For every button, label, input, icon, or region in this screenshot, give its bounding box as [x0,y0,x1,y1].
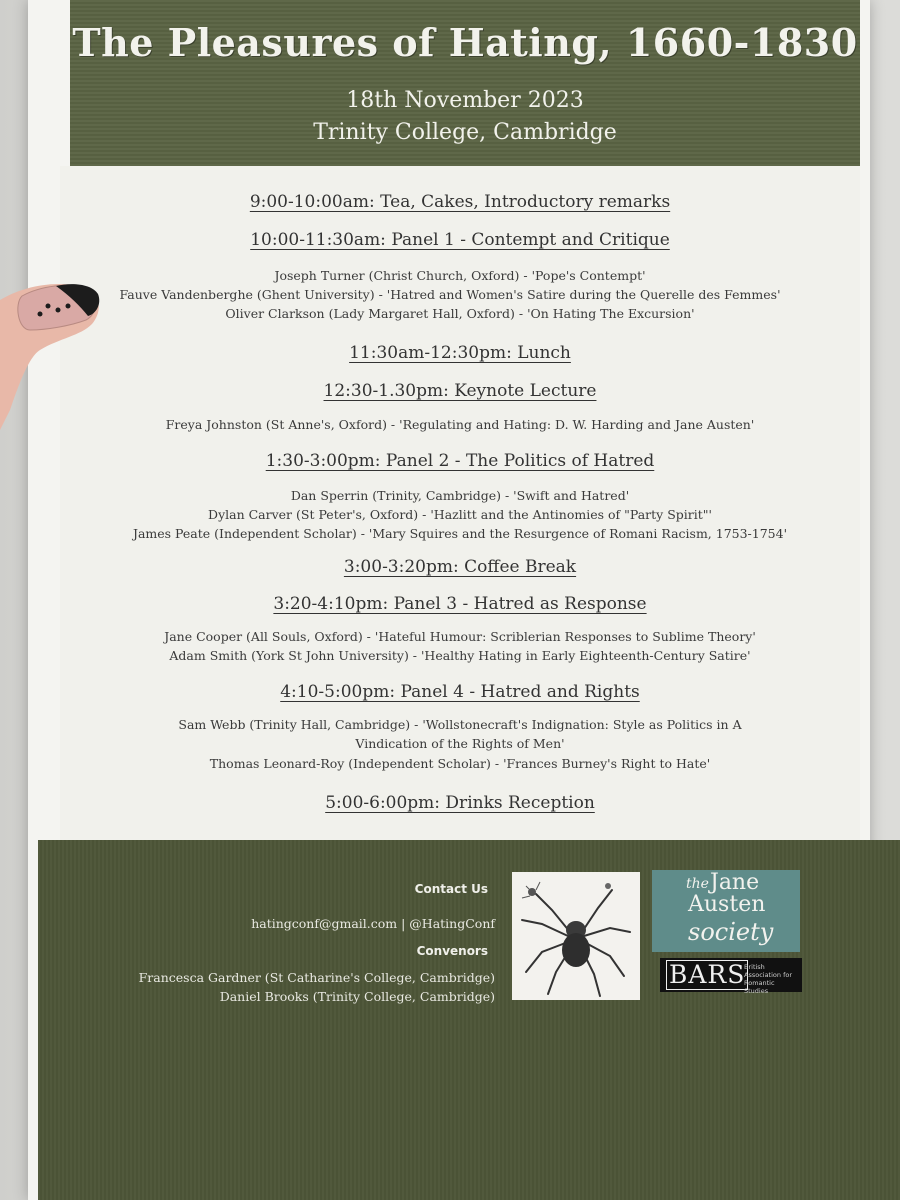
logo-subtext: British Association for Romantic Studies [744,963,793,995]
talk-entry: Dan Sperrin (Trinity, Cambridge) - 'Swift and Hatred' [290,488,630,503]
spider-illustration [512,872,640,1000]
slot-heading: 9:00-10:00am: Tea, Cakes, Introductory remarks [249,192,671,212]
talk-entry: James Peate (Independent Scholar) - 'Mary Squires and the Resurgence of Romani Racism, 1753-1754' [132,526,788,541]
footer-banner [38,840,900,1200]
slot-heading: 4:10-5:00pm: Panel 4 - Hatred and Rights [280,682,640,702]
talk-entry: Oliver Clarkson (Lady Margaret Hall, Oxford) - 'On Hating The Excursion' [225,306,695,321]
event-venue: Trinity College, Cambridge [313,120,617,145]
hand-holding-paper [0,270,120,440]
slot-heading: 10:00-11:30am: Panel 1 - Contempt and Critique [250,230,670,250]
convenors-heading: Convenors [416,944,488,958]
event-date: 18th November 2023 [346,88,584,113]
contact-info: hatingconf@gmail.com | @HatingConf [251,916,495,931]
schedule [60,166,860,866]
slot-heading: 1:30-3:00pm: Panel 2 - The Politics of Hatred [265,451,655,471]
header-banner [70,0,860,166]
jane-austen-society-logo [652,870,800,952]
page-title: The Pleasures of Hating, 1660-1830 [72,20,858,65]
slot-heading: 3:00-3:20pm: Coffee Break [343,557,577,577]
talk-entry: Fauve Vandenberghe (Ghent University) - 'Hatred and Women's Satire during the Querelle des Femmes' [119,287,781,302]
logo-text: Austen [688,892,766,917]
logo-text: society [688,918,774,946]
slot-heading: 3:20-4:10pm: Panel 3 - Hatred as Response [273,594,647,614]
contact-heading: Contact Us [414,882,488,896]
logo-text: the [686,876,709,892]
talk-entry: Dylan Carver (St Peter's, Oxford) - 'Hazlitt and the Antinomies of "Party Spirit"' [208,507,712,522]
spider-icon [512,872,640,1000]
talk-entry: Joseph Turner (Christ Church, Oxford) - 'Pope's Contempt' [274,268,646,283]
slot-heading: 5:00-6:00pm: Drinks Reception [325,793,595,813]
talk-entry: Freya Johnston (St Anne's, Oxford) - 'Regulating and Hating: D. W. Harding and Jane Austen' [165,417,755,432]
convenor-entry: Francesca Gardner (St Catharine's College, Cambridge) [138,970,495,985]
talk-entry: Vindication of the Rights of Men' [355,736,565,751]
logo-text: Jane [710,870,760,895]
slot-heading: 11:30am-12:30pm: Lunch [349,343,571,363]
logo-text: BARS [666,960,748,990]
talk-entry: Jane Cooper (All Souls, Oxford) - 'Hateful Humour: Scriblerian Responses to Sublime Theory' [164,629,756,644]
talk-entry: Sam Webb (Trinity Hall, Cambridge) - 'Wollstonecraft's Indignation: Style as Politics in A [178,717,742,732]
convenor-entry: Daniel Brooks (Trinity College, Cambridge) [219,989,495,1004]
talk-entry: Adam Smith (York St John University) - 'Healthy Hating in Early Eighteenth-Century Satire' [169,648,751,663]
talk-entry: Thomas Leonard-Roy (Independent Scholar) - 'Frances Burney's Right to Hate' [209,756,711,771]
bars-logo [660,958,802,995]
slot-heading: 12:30-1.30pm: Keynote Lecture [323,381,597,401]
